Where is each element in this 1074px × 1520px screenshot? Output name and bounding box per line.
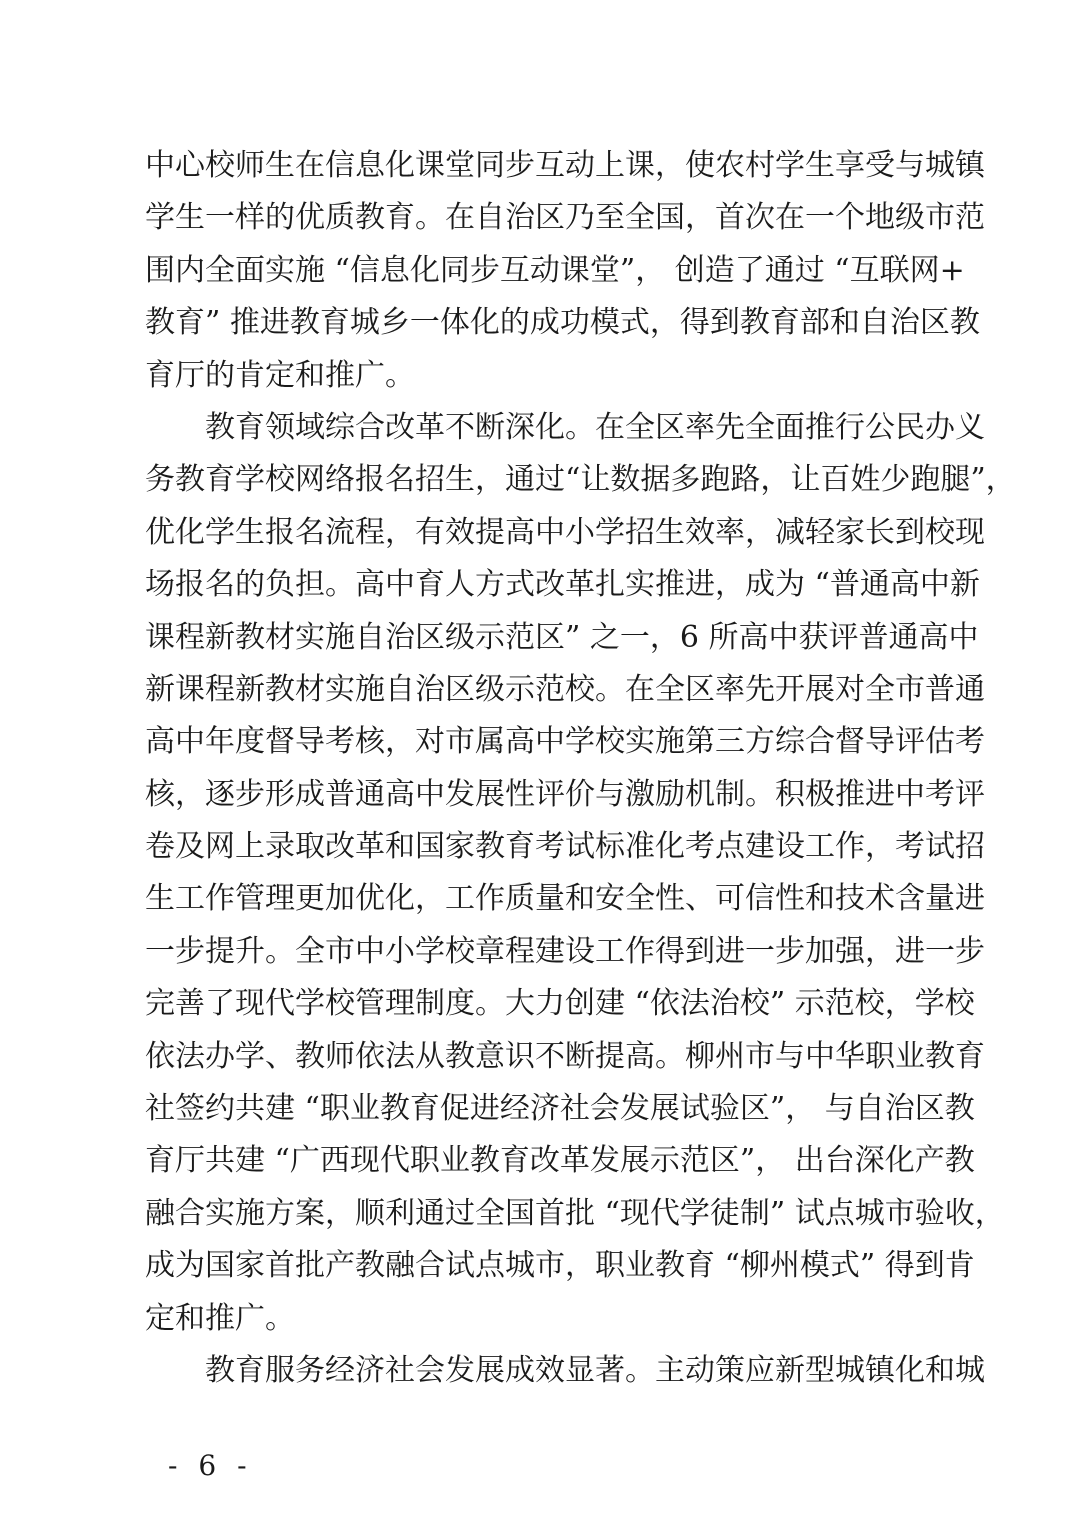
document-body	[145, 140, 1016, 1397]
text-line: 成为国家首批产教融合试点城市，职业教育 “柳州模式” 得到肯	[145, 1248, 975, 1284]
text-line: 完善了现代学校管理制度。大力创建 “依法治校” 示范校，学校	[145, 986, 975, 1022]
text-line: 教育” 推进教育城乡一体化的成功模式，得到教育部和自治区教	[145, 305, 980, 341]
text-line: 社签约共建 “职业教育促进经济社会发展试验区”， 与自治区教	[145, 1091, 975, 1127]
text-line: 场报名的负担。高中育人方式改革扎实推进，成为 “普通高中新	[145, 567, 980, 603]
text-line: 高中年度督导考核，对市属高中学校实施第三方综合督导评估考	[145, 724, 985, 760]
text-line: 依法办学、教师依法从教意识不断提高。柳州市与中华职业教育	[145, 1038, 985, 1074]
text-line: 优化学生报名流程，有效提高中小学招生效率，减轻家长到校现	[145, 514, 985, 550]
text-line: 中心校师生在信息化课堂同步互动上课，使农村学生享受与城镇	[145, 148, 985, 183]
text-line: 育厅共建 “广西现代职业教育改革发展示范区”， 出台深化产教	[145, 1143, 975, 1179]
text-line: 一步提升。全市中小学校章程建设工作得到进一步加强，进一步	[145, 933, 985, 969]
text-line: 教育服务经济社会发展成效显著。主动策应新型城镇化和城	[145, 1352, 985, 1388]
text-line: 新课程新教材实施自治区级示范校。在全区率先开展对全市普通	[145, 671, 985, 707]
text-line: 围内全面实施 “信息化同步互动课堂”， 创造了通过 “互联网+	[145, 252, 965, 288]
text-line: 课程新教材实施自治区级示范区” 之一，6 所高中获评普通高中	[145, 619, 979, 655]
text-line: 教育领域综合改革不断深化。在全区率先全面推行公民办义	[145, 409, 985, 445]
text-line: 卷及网上录取改革和国家教育考试标准化考点建设工作，考试招	[145, 829, 985, 865]
text-line: 核，逐步形成普通高中发展性评价与激励机制。积极推进中考评	[145, 776, 985, 812]
text-line: 学生一样的优质教育。在自治区乃至全国，首次在一个地级市范	[145, 200, 985, 236]
text-line: 生工作管理更加优化，工作质量和安全性、可信性和技术含量进	[145, 881, 985, 917]
text-line: 融合实施方案，顺利通过全国首批 “现代学徒制” 试点城市验收，	[145, 1195, 1005, 1231]
page-number: - 6 -	[168, 1449, 253, 1482]
text-line: 定和推广。	[145, 1300, 295, 1336]
text-line: 育厅的肯定和推广。	[145, 357, 415, 393]
text-line: 务教育学校网络报名招生，通过“让数据多跑路，让百姓少跑腿”，	[145, 462, 1016, 498]
